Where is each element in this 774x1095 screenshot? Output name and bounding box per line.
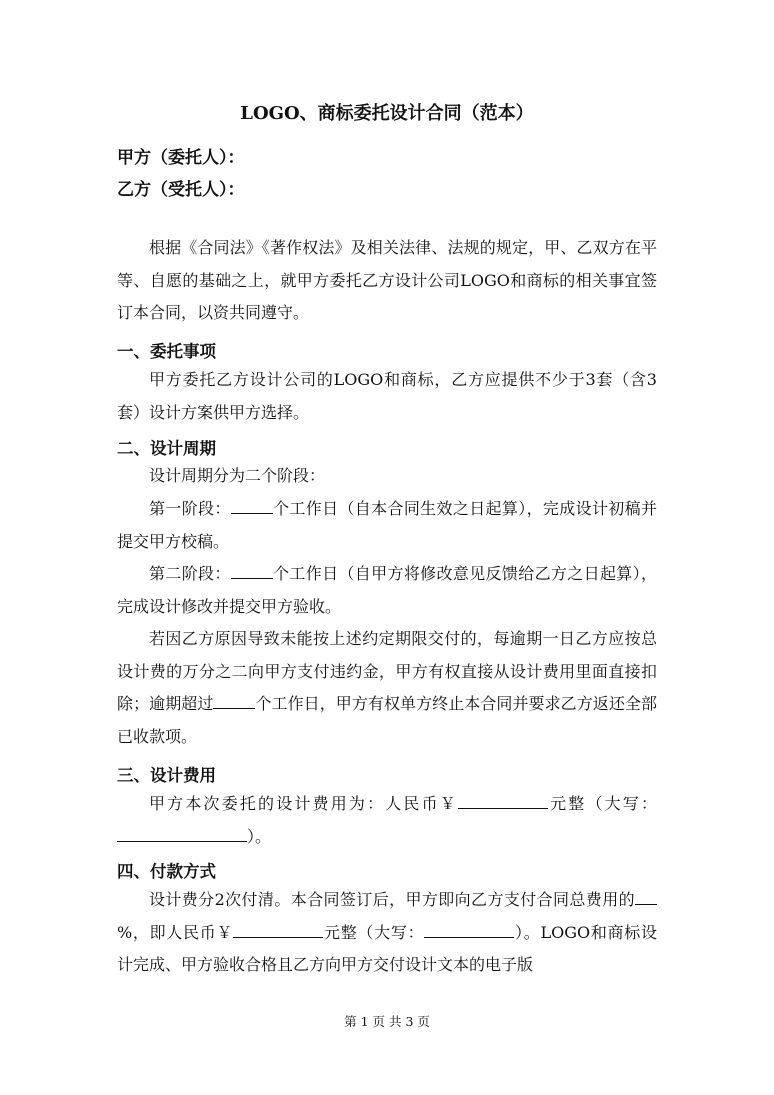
payment-percent-blank [635, 888, 657, 905]
fee-capital-blank [117, 825, 247, 842]
payment-percent-label: %，即人民币￥ [117, 922, 234, 942]
section-2-penalty [117, 623, 657, 753]
stage-1-prefix: 第一阶段： [149, 499, 231, 518]
section-2-intro: 设计周期分为二个阶段： [149, 466, 326, 485]
penalty-suffix: 个工作日，甲方有权单方终止本合同并要求乙方返还全部已收款项。 [117, 694, 657, 746]
section-2-stage-2 [117, 558, 657, 623]
stage-2-days-blank [231, 562, 273, 579]
section-1-heading: 一、委托事项 [117, 342, 216, 361]
fee-suffix: ）。 [247, 826, 272, 846]
payment-capital-blank [424, 921, 514, 938]
fee-amount-blank [458, 792, 548, 809]
stage-1-days-blank [231, 497, 273, 514]
document-title: LOGO、商标委托设计合同（范本） [240, 103, 534, 124]
section-3-heading: 三、设计费用 [117, 766, 216, 785]
payment-suffix: ）。LOGO和商标设计完成、甲方验收合格且乙方向甲方交付设计文本的电子版 [117, 922, 657, 974]
stage-1-suffix: 个工作日（自本合同生效之日起算），完成设计初稿并提交甲方校稿。 [117, 499, 657, 551]
payment-amount-blank [233, 921, 323, 938]
payment-prefix: 设计费分2次付清。本合同签订后，甲方即向乙方支付合同总费用的 [149, 890, 635, 909]
section-3-text [117, 788, 657, 853]
payment-capital-label: 元整（大写： [323, 922, 425, 942]
section-4-heading: 四、付款方式 [117, 862, 216, 881]
section-2-stage-1 [117, 493, 657, 558]
section-4-text [117, 884, 657, 982]
penalty-prefix: 若因乙方原因导致未能按上述约定期限交付的，每逾期一日乙方应按总设计费的万分之二向甲方支付违约金，甲方有权直接从设计费用里面直接扣除；逾期超过 [117, 629, 657, 713]
penalty-days-blank [213, 692, 255, 709]
section-2-heading: 二、设计周期 [117, 439, 216, 458]
intro-paragraph: 根据《合同法》《著作权法》及相关法律、法规的规定，甲、乙双方在平等、自愿的基础之上，就甲方委托乙方设计公司LOGO和商标的相关事宜签订本合同，以资共同遵守。 [117, 238, 657, 322]
fee-prefix: 甲方本次委托的设计费用为：人民币￥ [149, 794, 458, 813]
fee-capital-label: 元整（大写： [547, 794, 657, 813]
section-1-text: 甲方委托乙方设计公司的LOGO和商标，乙方应提供不少于3套（含3套）设计方案供甲方选择。 [117, 370, 657, 422]
stage-2-suffix: 个工作日（自甲方将修改意见反馈给乙方之日起算），完成设计修改并提交甲方验收。 [117, 564, 657, 616]
party-a-label: 甲方（委托人）： [117, 148, 245, 168]
page-number: 第 1 页 共 3 页 [344, 1014, 430, 1029]
stage-2-prefix: 第二阶段： [149, 564, 231, 583]
party-b-label: 乙方（受托人）： [117, 180, 245, 200]
